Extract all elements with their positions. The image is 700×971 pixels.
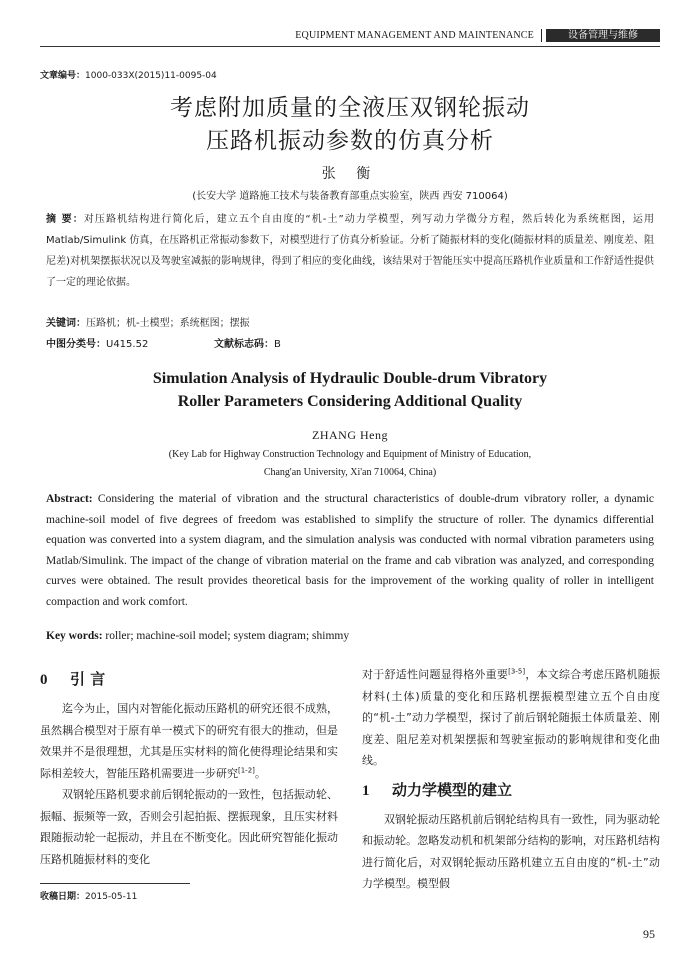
section-0-title: 引 言 [70, 670, 106, 688]
citation: [3-5] [508, 667, 526, 676]
abstract-en-text: Considering the material of vibration and the structural characteristics of double-drum vibratory roller, a dynamic machine-soil model of five degrees of freedom was established to simplify the structure of roller. The dynamics differential equation was converted into a system diagram, and the simulation analysis was conducted with normal vibration parameters using Matlab/Simulink. The impact of the change of vibration material on the frame and cab vibration was analyzed, and corresponding curves were obtained. The result provides theoretical basis for the improvement of the working quality of roller in intelligent compaction and work comfort. [46, 493, 654, 608]
keywords-en-text: roller; machine-soil model; system diagram; shimmy [102, 630, 350, 642]
title-cn [40, 92, 660, 158]
doc-code-value: B [274, 339, 281, 350]
author-cn: 张 衡 [321, 166, 379, 182]
section-0-heading [40, 667, 338, 692]
clc-label: 中图分类号： [46, 339, 106, 350]
section-0-number: 0 [40, 672, 48, 688]
classification-line [46, 335, 281, 350]
section-1-heading [362, 778, 660, 803]
title-cn-line2: 压路机振动参数的仿真分析 [206, 128, 494, 154]
article-number [40, 68, 217, 81]
abstract-cn-text: 对压路机结构进行简化后，建立五个自由度的“机-土”动力学模型，列写动力学微分方程，然后转化为系统框图，运用 Matlab/Simulink 仿真，在压路机正常振动参数下，对模型进行了仿真分析验证。分析了随振材料的变化(随振材料的质量差、刚度差、阻尼差)对机架摆振状况以及驾驶室减振的影响规律，得到了相应的变化曲线，该结果对于智能压实中提高压路机作业质量和工作舒适性提供了一定的理论依据。 [46, 214, 654, 288]
article-number-value: 1000-033X(2015)11-0095-04 [85, 71, 217, 81]
abstract-en-label: Abstract: [46, 493, 93, 505]
affiliation-cn: (长安大学 道路施工技术与装备教育部重点实验室，陕西 西安 710064) [192, 191, 508, 202]
title-en-line2: Roller Parameters Considering Additional Quality [177, 393, 523, 410]
citation: [1-2] [238, 765, 255, 774]
keywords-en [46, 630, 349, 642]
paragraph: 迄今为止，国内对智能化振动压路机的研究还很不成熟，虽然耦合模型对于原有单一模式下的研究有很大的推动，但是效果并不是很理想，尤其是压实材料的简化使得理论结果和实际相差较大，智能压路机需要进一步研究[1-2]。 [40, 702, 338, 780]
doc-code-label: 文献标志码： [214, 339, 274, 350]
section-1-title: 动力学模型的建立 [392, 780, 513, 799]
abstract-en [46, 489, 654, 612]
page-number: 95 [643, 927, 655, 941]
keywords-en-label: Key words: [46, 630, 103, 642]
body-column-right [362, 664, 660, 895]
paragraph: 双钢轮压路机要求前后钢轮振动的一致性，包括振动轮、振幅、振频等一致，否则会引起拍振、摆振现象，且压实材料跟随振动轮一起振动，并且在不断变化。因此研究智能化振动压路机随振材料的变化 [40, 788, 338, 866]
received-value: 2015-05-11 [85, 892, 138, 902]
header-rule [40, 46, 660, 47]
running-header [40, 29, 660, 43]
received-date [40, 889, 137, 902]
title-en [40, 367, 660, 413]
footnote-rule [40, 883, 190, 884]
clc-value: U415.52 [106, 339, 149, 350]
keywords-cn-label: 关键词： [46, 318, 86, 329]
abstract-cn [46, 209, 654, 293]
column-name-cn: 设备管理与维修 [546, 29, 660, 42]
title-en-line1: Simulation Analysis of Hydraulic Double-drum Vibratory [152, 370, 548, 387]
paragraph: 对于舒适性问题显得格外重要[3-5]，本文综合考虑压路机随振材料(土体)质量的变化和压路机摆振模型建立五个自由度的“机-土”动力学模型，探讨了前后钢轮随振土体质量差、刚度差、阻尼差对机架摆振和驾驶室振动的影响规律和变化曲线。 [362, 667, 661, 767]
abstract-cn-label: 摘 要： [46, 214, 84, 225]
keywords-cn-text: 压路机；机-土模型；系统框图；摆振 [86, 318, 250, 329]
keywords-cn [46, 314, 250, 329]
journal-name-en: EQUIPMENT MANAGEMENT AND MAINTENANCE [295, 30, 534, 41]
article-number-label: 文章编号： [40, 71, 86, 81]
body-column-left [40, 667, 338, 870]
affiliation-en-line1: (Key Lab for Highway Construction Technology and Equipment of Ministry of Education, [168, 449, 532, 460]
section-1-number: 1 [362, 782, 370, 799]
header-separator [541, 29, 542, 42]
received-label: 收稿日期： [40, 892, 86, 902]
affiliation-en-line2: Chang'an University, Xi'an 710064, China) [263, 467, 437, 478]
document-code [214, 335, 281, 350]
title-cn-line1: 考虑附加质量的全液压双钢轮振动 [170, 95, 530, 121]
author-en: ZHANG Heng [312, 428, 388, 442]
paragraph: 双钢轮振动压路机前后钢轮结构具有一致性，同为驱动轮和振动轮。忽略发动机和机架部分结构的影响，对压路机结构进行简化后，对双钢轮振动压路机建立五自由度的“机-土”动力学模型。模型假 [362, 812, 660, 890]
affiliation-en [40, 446, 660, 482]
